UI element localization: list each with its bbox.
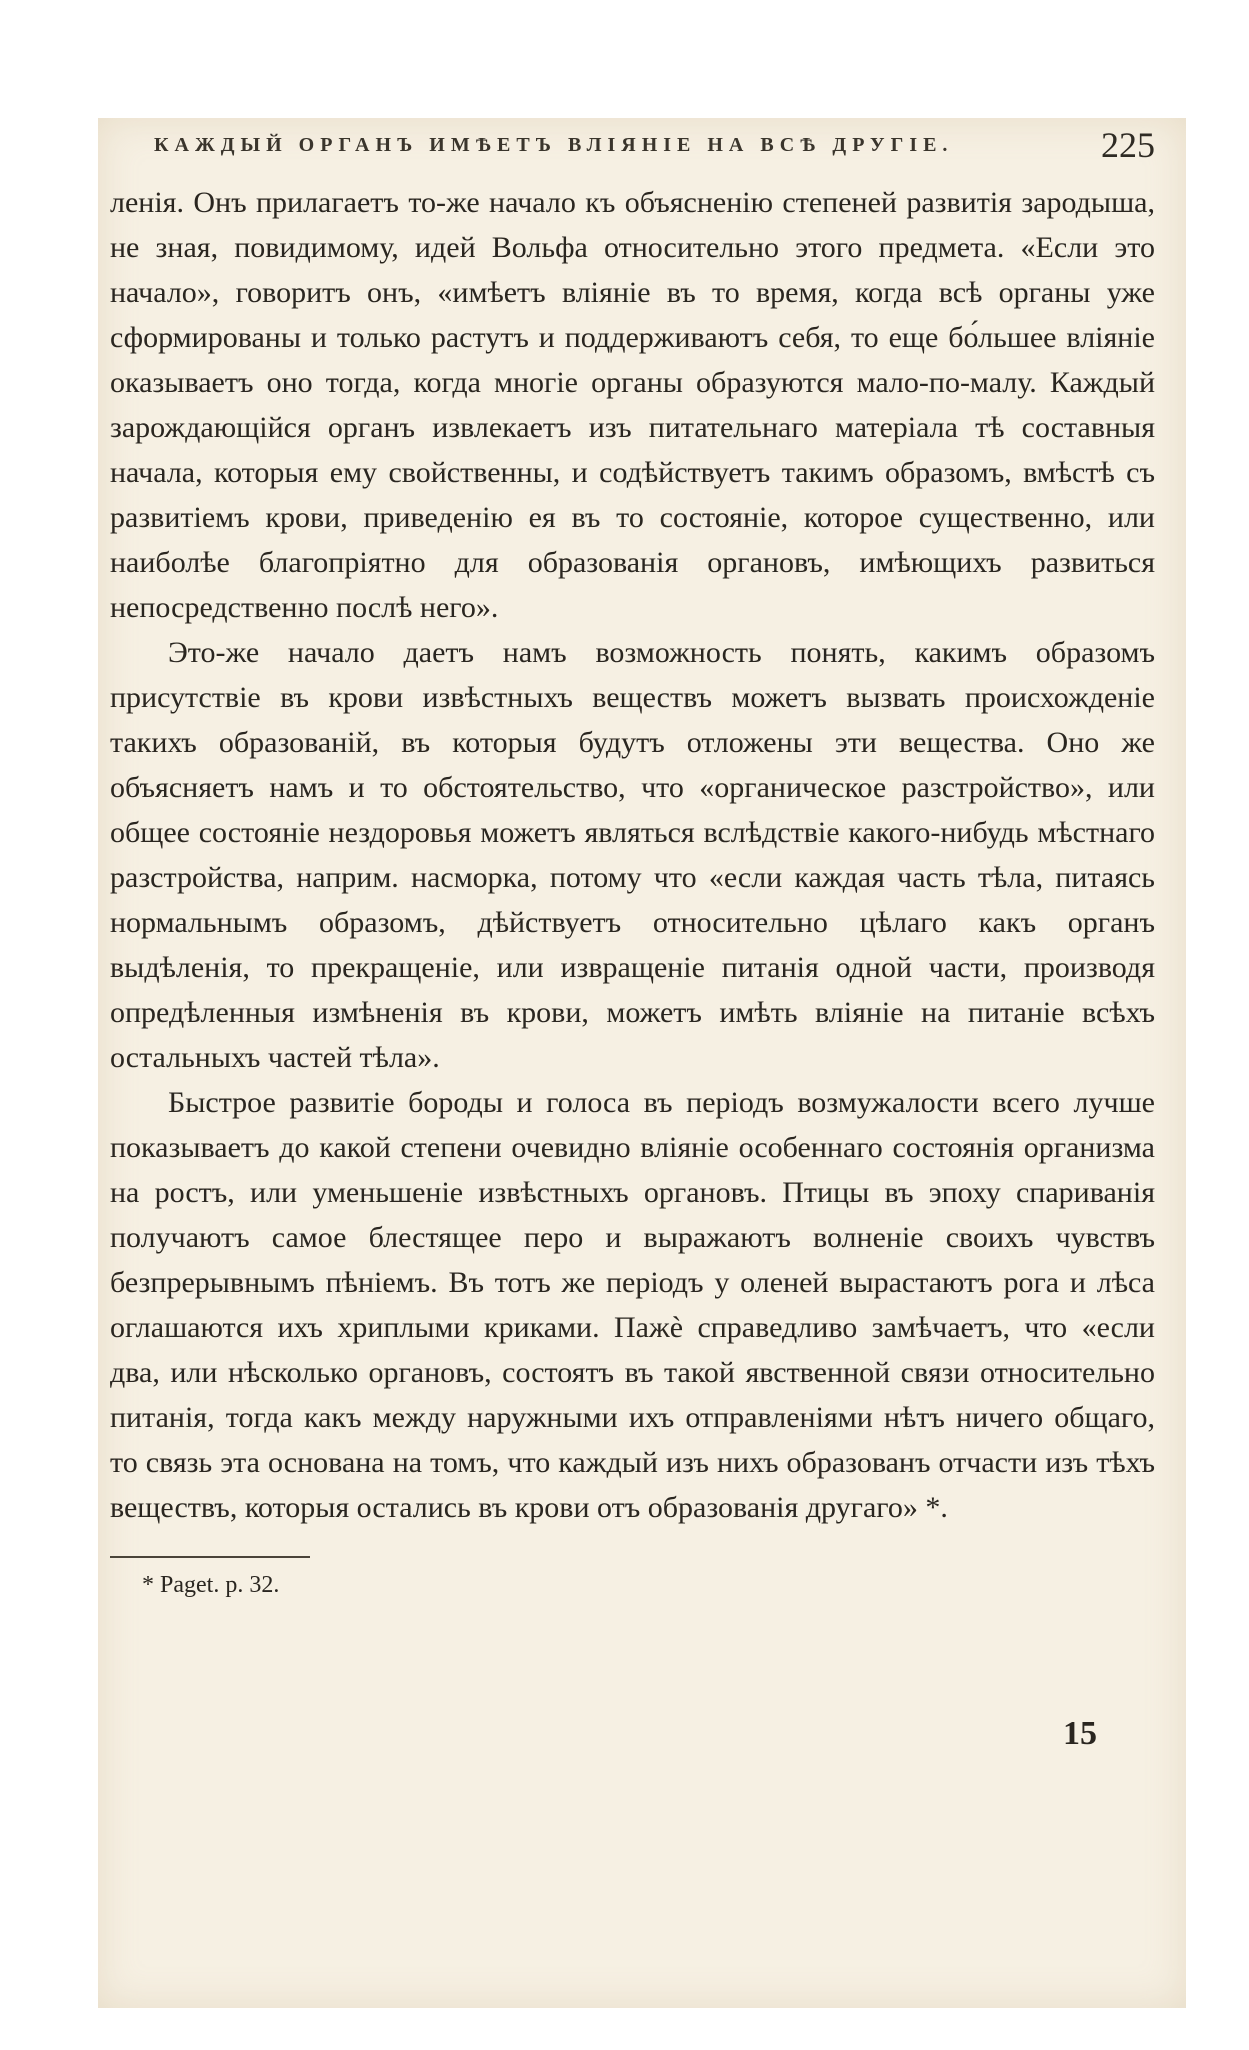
running-header — [110, 125, 1185, 170]
body-text — [110, 180, 1185, 1530]
signature-mark: 15 — [1063, 1715, 1097, 1752]
footnote: * Paget. p. 32. — [142, 1572, 280, 1598]
paragraph-2: Это-же начало даетъ намъ возможность понять, какимъ образомъ присутствіе въ крови извѣстныхъ веществъ можетъ вызвать происхожденіе такихъ образованій, въ которыя будутъ отложены эти вещества. Оно же объясняетъ намъ и то обстоятельство, что «органическое разстройство», или общее состояніе нездоровья можетъ являться вслѣдствіе какого-нибудь мѣстнаго разстройства, наприм. насморка, потому что «если каждая часть тѣла, питаясь нормальнымъ образомъ, дѣйствуетъ относительно цѣлаго какъ органъ выдѣленія, то прекращеніе, или извращеніе питанія одной части, производя опредѣленныя измѣненія въ крови, можетъ имѣть вліяніе на питаніе всѣхъ остальныхъ частей тѣла». — [110, 636, 1155, 1074]
book-page — [110, 125, 1185, 1752]
paragraph-1: ленія. Онъ прилагаетъ то-же начало къ объясненію степеней развитія зародыша, не зная, повидимому, идей Вольфа относительно этого предмета. «Если это начало», говоритъ онъ, «имѣетъ вліяніе въ то время, когда всѣ органы уже сформированы и только растутъ и поддерживаютъ себя, то еще бо́льшее вліяніе оказываетъ оно тогда, когда многіе органы образуются мало-по-малу. Каждый зарождающійся органъ извлекаетъ изъ питательнаго матеріала тѣ составныя начала, которыя ему свойственны, и содѣйствуетъ такимъ образомъ, вмѣстѣ съ развитіемъ крови, приведенію ея въ то состояніе, которое существенно, или наиболѣе благопріятно для образованія органовъ, имѣющихъ развиться непосредственно послѣ него». — [110, 186, 1155, 624]
running-title: КАЖДЫЙ ОРГАНЪ ИМѢЕТЪ ВЛІЯНІЕ НА ВСѢ ДРУГІЕ. — [154, 134, 954, 156]
page-number: 225 — [1101, 125, 1155, 165]
paragraph-3: Быстрое развитіе бороды и голоса въ періодъ возмужалости всего лучше показываетъ до какой степени очевидно вліяніе особеннаго состоянія организма на ростъ, или уменьшеніе извѣстныхъ органовъ. Птицы въ эпоху спариванія получаютъ самое блестящее перо и выражаютъ волненіе своихъ чувствъ безпрерывнымъ пѣніемъ. Въ тотъ же періодъ у оленей вырастаютъ рога и лѣса оглашаются ихъ хриплыми криками. Пажè справедливо замѣчаетъ, что «если два, или нѣсколько органовъ, состоятъ въ такой явственной связи относительно питанія, тогда какъ между наружными ихъ отправленіями нѣтъ ничего общаго, то связь эта основана на томъ, что каждый изъ нихъ образованъ отчасти изъ тѣхъ веществъ, которыя остались въ крови отъ образованія другаго» *. — [110, 1086, 1155, 1524]
footnote-divider — [110, 1556, 310, 1558]
